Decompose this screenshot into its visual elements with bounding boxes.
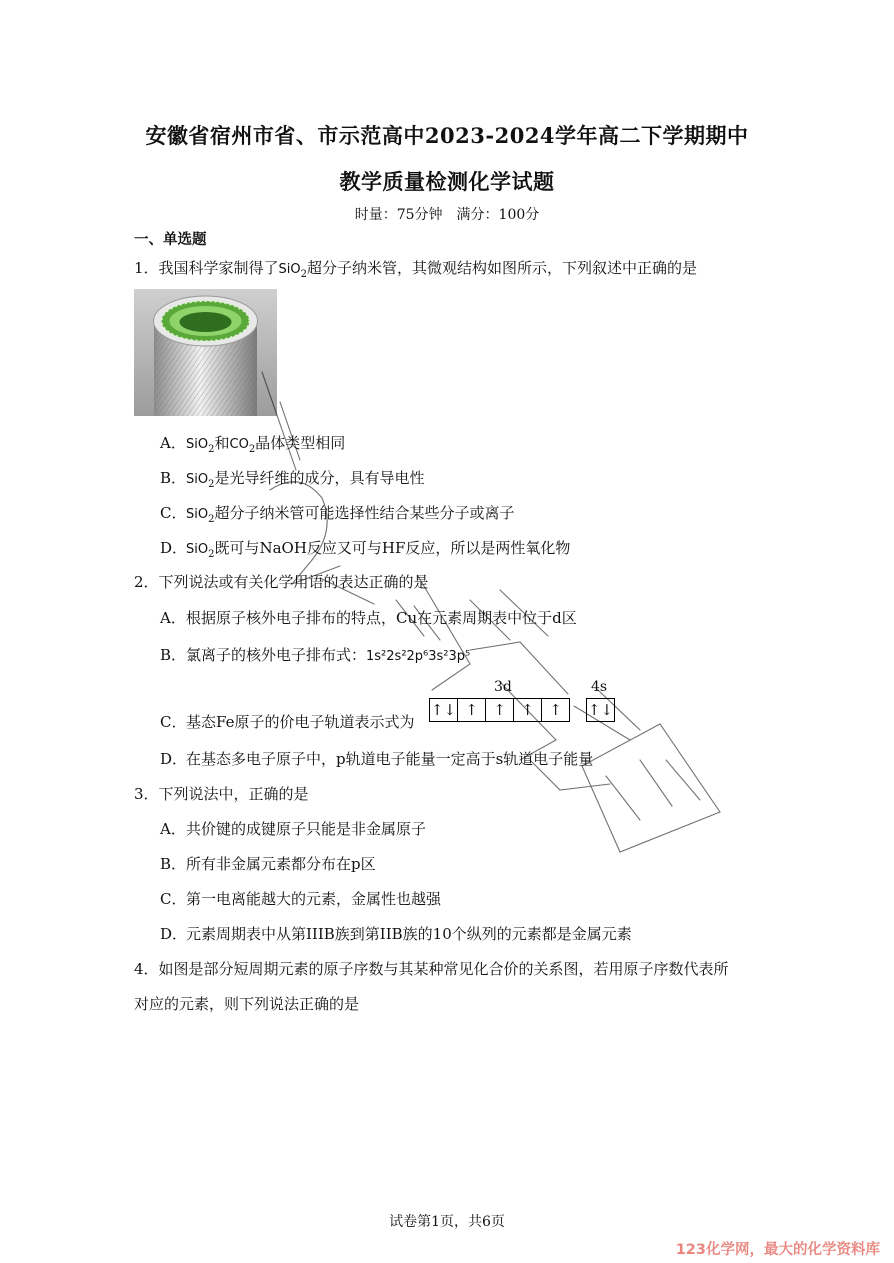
orbital-box-3d-2: ↑: [458, 698, 486, 722]
orbital-label-3d: 3d: [494, 679, 512, 695]
q3-option-b[interactable]: B．所有非金属元素都分布在p区: [160, 855, 376, 873]
q1-option-a[interactable]: A．SiO$_2$和$CO_2$晶体类型相同: [160, 434, 346, 455]
q2-stem: 2．下列说法或有关化学用语的表达正确的是: [134, 573, 429, 591]
section-heading: 一、单选题: [134, 231, 207, 248]
orbital-box-4s: ↑↓: [586, 698, 615, 722]
q2-option-b[interactable]: B．氯离子的核外电子排布式：1s²2s²2p⁶3s²3p⁵: [160, 646, 471, 664]
q1-stem: 1．我国科学家制得了SiO$_2$超分子纳米管，其微观结构如图所示，下列叙述中正确的是: [134, 259, 698, 280]
q1-option-d[interactable]: D．SiO$_2$既可与NaOH反应又可与HF反应，所以是两性氧化物: [160, 539, 571, 560]
orbital-box-3d-4: ↑: [514, 698, 542, 722]
orbital-box-3d-3: ↑: [486, 698, 514, 722]
orbital-label-4s: 4s: [591, 679, 608, 695]
q4-stem-line-1: 4．如图是部分短周期元素的原子序数与其某种常见化合价的关系图，若用原子序数代表所: [134, 960, 729, 978]
q1-option-c[interactable]: C．SiO$_2$超分子纳米管可能选择性结合某些分子或离子: [160, 504, 515, 525]
title-line-2: 教学质量检测化学试题: [339, 169, 555, 194]
q3-stem: 3．下列说法中，正确的是: [134, 785, 309, 803]
q2-option-d[interactable]: D．在基态多电子原子中，p轨道电子能量一定高于s轨道电子能量: [160, 750, 594, 768]
q1-option-b[interactable]: B．SiO$_2$是光导纤维的成分，具有导电性: [160, 469, 425, 490]
q3-option-c[interactable]: C．第一电离能越大的元素，金属性也越强: [160, 890, 442, 908]
q3-option-a[interactable]: A．共价键的成键原子只能是非金属原子: [160, 820, 427, 838]
orbital-box-3d-5: ↑: [542, 698, 570, 722]
page-footer: 试卷第1页，共6页: [389, 1214, 505, 1230]
q3-option-d[interactable]: D．元素周期表中从第IIIB族到第IIB族的10个纵列的元素都是金属元素: [160, 925, 632, 943]
q2-option-a[interactable]: A．根据原子核外电子排布的特点，Cu在元素周期表中位于d区: [160, 609, 577, 627]
q2-option-c[interactable]: C．基态Fe原子的价电子轨道表示式为: [160, 713, 415, 731]
exam-meta: 时量：75分钟 满分：100分: [354, 207, 540, 223]
orbital-box-3d-1: ↑↓: [429, 698, 458, 722]
title-line-1: 安徽省宿州市省、市示范高中2023-2024学年高二下学期期中: [145, 123, 749, 148]
site-watermark-text: 123化学网，最大的化学资料库: [675, 1242, 880, 1258]
q4-stem-line-2: 对应的元素，则下列说法正确的是: [134, 995, 360, 1013]
